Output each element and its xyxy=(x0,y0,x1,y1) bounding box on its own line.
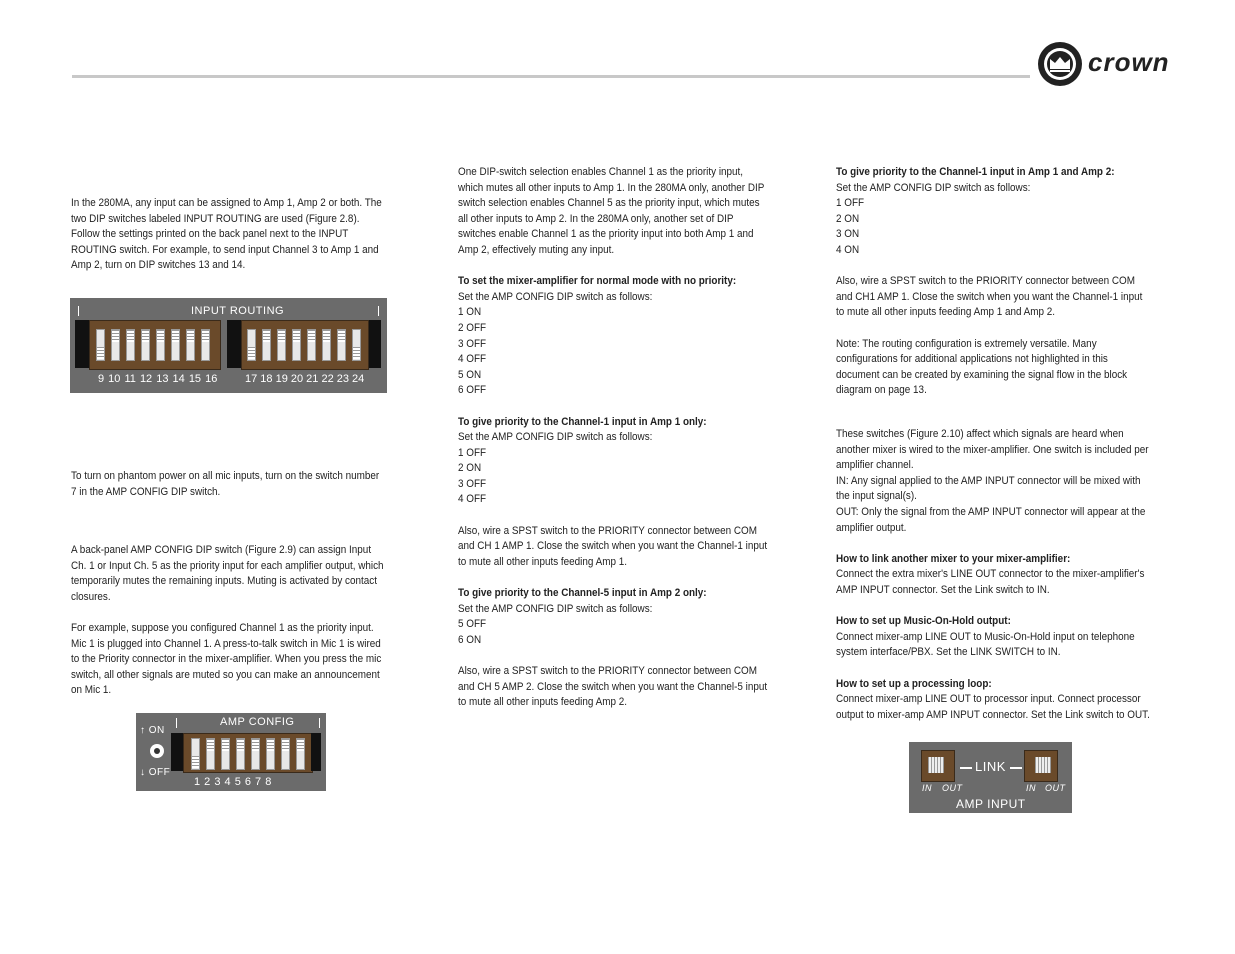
link-mixer-paragraph: Connect the extra mixer's LINE OUT connector to the mixer-amplifier's AMP INPUT connector. Set the Link switch to IN. xyxy=(836,568,1145,596)
priority-paragraph: A back-panel AMP CONFIG DIP switch (Figure 2.9) can assign Input Ch. 1 or Input Ch. 5 as the priority input for each amplifier output, which temporarily mutes the remaining inputs. Muting is activated by contact closures. xyxy=(71,544,384,603)
col3-link xyxy=(836,427,1153,739)
link-out-desc: OUT: Only the signal from the AMP INPUT connector will appear at the amplifier output. xyxy=(836,505,1146,534)
setting-line: 2 ON xyxy=(836,212,860,225)
processing-loop-paragraph: Connect mixer-amp LINE OUT to processor input. Connect processor output to mixer-amp AMP INPUT connector. Set the Link switch to OUT. xyxy=(836,693,1150,721)
heading-normal-mode: To set the mixer-amplifier for normal mode with no priority: xyxy=(458,275,737,288)
dip-switch-14[interactable] xyxy=(171,329,180,361)
amp-dip-switch-7[interactable] xyxy=(281,738,290,770)
amp-dip-switch-3[interactable] xyxy=(221,738,230,770)
switch-numbers-left: 9 10 11 12 13 14 15 16 xyxy=(98,373,218,385)
dip-switch-16[interactable] xyxy=(201,329,210,361)
amp-input-title: AMP INPUT xyxy=(956,797,1026,811)
out-label: OUT xyxy=(1045,783,1066,793)
link-line xyxy=(1010,767,1022,769)
setting-line: 4 OFF xyxy=(458,493,487,506)
link-switch-2-slider[interactable] xyxy=(1035,757,1051,773)
dip-switch-9[interactable] xyxy=(96,329,105,361)
dip-switch-24[interactable] xyxy=(352,329,361,361)
setting-line: 3 OFF xyxy=(458,477,487,490)
setting-line: 5 ON xyxy=(458,368,482,381)
header-rule xyxy=(72,75,1030,78)
dip-switch-17[interactable] xyxy=(247,329,256,361)
setting-line: 5 OFF xyxy=(458,618,487,631)
crown-logo xyxy=(1036,40,1186,90)
setting-line: 4 OFF xyxy=(458,353,487,366)
in-label: IN xyxy=(1026,783,1036,793)
wiring-paragraph: Also, wire a SPST switch to the PRIORITY connector between COM and CH 1 AMP 1. Close the switch when you want the Channel-1 input to mute all other inputs feeding Amp 1. xyxy=(458,524,768,568)
setting-line: 4 ON xyxy=(836,243,860,256)
setting-line: 1 OFF xyxy=(836,197,865,210)
input-routing-title: INPUT ROUTING xyxy=(191,305,285,317)
logo-wordmark: crown xyxy=(1088,47,1170,77)
dip-switch-20[interactable] xyxy=(292,329,301,361)
amp-config-title: AMP CONFIG xyxy=(220,716,295,728)
col1-intro xyxy=(71,196,386,290)
dip-switch-15[interactable] xyxy=(186,329,195,361)
amp-config-figure xyxy=(136,713,326,791)
dip-switch-21[interactable] xyxy=(307,329,316,361)
link-line xyxy=(960,767,972,769)
amp-dip-switch-2[interactable] xyxy=(206,738,215,770)
out-label: OUT xyxy=(942,783,963,793)
dip-switch-11[interactable] xyxy=(126,329,135,361)
panel-tick xyxy=(176,718,177,728)
link-in-desc: IN: Any signal applied to the AMP INPUT connector will be mixed with the input signal(s). xyxy=(836,474,1141,503)
panel-black-block xyxy=(75,320,89,368)
amp-dip-switch-8[interactable] xyxy=(296,738,305,770)
dip-switch-23[interactable] xyxy=(337,329,346,361)
link-switch-1[interactable] xyxy=(921,750,955,782)
setting-line: 1 ON xyxy=(458,306,482,319)
music-on-hold-paragraph: Connect mixer-amp LINE OUT to Music-On-Hold input on telephone system interface/PBX. Set the LINK SWITCH to IN. xyxy=(836,630,1135,659)
crown-emblem-icon xyxy=(1036,40,1084,88)
amp-config-numbers: 1 2 3 4 5 6 7 8 xyxy=(194,776,272,788)
panel-tick xyxy=(319,718,320,728)
set-instruction: Set the AMP CONFIG DIP switch as follows: xyxy=(458,602,653,615)
example-paragraph: For example, suppose you configured Channel 1 as the priority input. Mic 1 is plugged into Channel 1. A press-to-talk switch in Mic 1 is wired to the Priority connector in the mixer-amplifier. When you press the mic switch, all other signals are muted so you can make an announcement on Mic 1. xyxy=(71,621,382,697)
link-switch-1-slider[interactable] xyxy=(928,757,944,773)
dip-switch-13[interactable] xyxy=(156,329,165,361)
panel-black-block xyxy=(311,733,321,771)
panel-tick xyxy=(78,306,79,316)
note-paragraph: Note: The routing configuration is extremely versatile. Many configurations for additional applications not highlighted in this document can be created by examining the signal flow in the block diagram on page 13. xyxy=(836,337,1128,397)
amp-input-link-figure xyxy=(909,742,1072,813)
panel-black-block xyxy=(227,320,241,368)
heading-link-mixer: How to link another mixer to your mixer-amplifier: xyxy=(836,552,1071,565)
link-label: LINK xyxy=(975,759,1006,774)
heading-music-on-hold: How to set up Music-On-Hold output: xyxy=(836,615,1011,628)
setting-line: 3 ON xyxy=(836,228,860,241)
heading-ch5-amp2: To give priority to the Channel-5 input in Amp 2 only: xyxy=(458,587,707,600)
set-instruction: Set the AMP CONFIG DIP switch as follows: xyxy=(458,290,653,303)
setting-line: 2 OFF xyxy=(458,321,487,334)
panel-black-block xyxy=(171,733,183,771)
setting-line: 6 ON xyxy=(458,633,482,646)
heading-ch1-both-amps: To give priority to the Channel-1 input in Amp 1 and Amp 2: xyxy=(836,166,1115,178)
on-label: ↑ ON xyxy=(140,725,165,736)
heading-ch1-amp1: To give priority to the Channel-1 input in Amp 1 only: xyxy=(458,415,707,428)
dip-switch-block-right[interactable] xyxy=(241,320,369,370)
col1-phantom xyxy=(71,469,386,516)
dip-switch-12[interactable] xyxy=(141,329,150,361)
dip-switch-22[interactable] xyxy=(322,329,331,361)
off-label: ↓ OFF xyxy=(140,767,171,778)
setting-line: 2 ON xyxy=(458,462,482,475)
wiring-paragraph: Also, wire a SPST switch to the PRIORITY connector between COM and CH1 AMP 1. Close the switch when you want the Channel-1 input to mute all other inputs feeding Amp 1 and Amp 2. xyxy=(836,275,1143,319)
dip-switch-10[interactable] xyxy=(111,329,120,361)
amp-config-dip-block[interactable] xyxy=(183,733,313,773)
setting-line: 1 OFF xyxy=(458,446,487,459)
indicator-dot-icon xyxy=(150,744,164,758)
link-switch-2[interactable] xyxy=(1024,750,1058,782)
setting-line: 3 OFF xyxy=(458,337,487,350)
amp-dip-switch-1[interactable] xyxy=(191,738,200,770)
in-label: IN xyxy=(922,783,932,793)
amp-dip-switch-4[interactable] xyxy=(236,738,245,770)
set-instruction: Set the AMP CONFIG DIP switch as follows: xyxy=(458,431,653,444)
set-instruction: Set the AMP CONFIG DIP switch as follows: xyxy=(836,181,1031,194)
setting-line: 6 OFF xyxy=(458,384,487,397)
col1-priority xyxy=(71,543,386,715)
wiring-paragraph: Also, wire a SPST switch to the PRIORITY connector between COM and CH 5 AMP 2. Close the switch when you want the Channel-5 input to mute all other inputs feeding Amp 2. xyxy=(458,665,768,709)
heading-processing-loop: How to set up a processing loop: xyxy=(836,677,992,690)
dip-switch-block-left[interactable] xyxy=(89,320,221,370)
dip-switch-18[interactable] xyxy=(262,329,271,361)
amp-dip-switch-5[interactable] xyxy=(251,738,260,770)
panel-tick xyxy=(378,306,379,316)
dip-switch-19[interactable] xyxy=(277,329,286,361)
phantom-paragraph: To turn on phantom power on all mic inputs, turn on the switch number 7 in the AMP CONFIG DIP switch. xyxy=(71,470,380,498)
panel-black-block xyxy=(367,320,381,368)
link-intro: These switches (Figure 2.10) affect which signals are heard when another mixer is wired to the mixer-amplifier. One switch is included per amplifier channel. xyxy=(836,428,1149,472)
routing-paragraph: In the 280MA, any input can be assigned to Amp 1, Amp 2 or both. The two DIP switches labeled INPUT ROUTING are used (Figure 2.8). Follow the settings printed on the back panel next to the INPUT ROUTING switch. For example, to send input Channel 3 to Amp 1 and Amp 2, turn on DIP switches 13 and 14. xyxy=(71,197,382,272)
switch-numbers-right: 17 18 19 20 21 22 23 24 xyxy=(245,373,365,385)
amp-dip-switch-6[interactable] xyxy=(266,738,275,770)
priority-intro: One DIP-switch selection enables Channel 1 as the priority input, which mutes all other inputs to Amp 1. In the 280MA only, another DIP switch selection enables Channel 5 as the priority input, which mutes all other inputs to Amp 2. In the 280MA only, another set of DIP switches enable Channel 1 as the priority input into both Amp 1 and Amp 2, effectively muting any input. xyxy=(458,166,765,256)
col3-top xyxy=(836,165,1153,415)
input-routing-figure xyxy=(70,298,387,393)
col2 xyxy=(458,165,769,726)
